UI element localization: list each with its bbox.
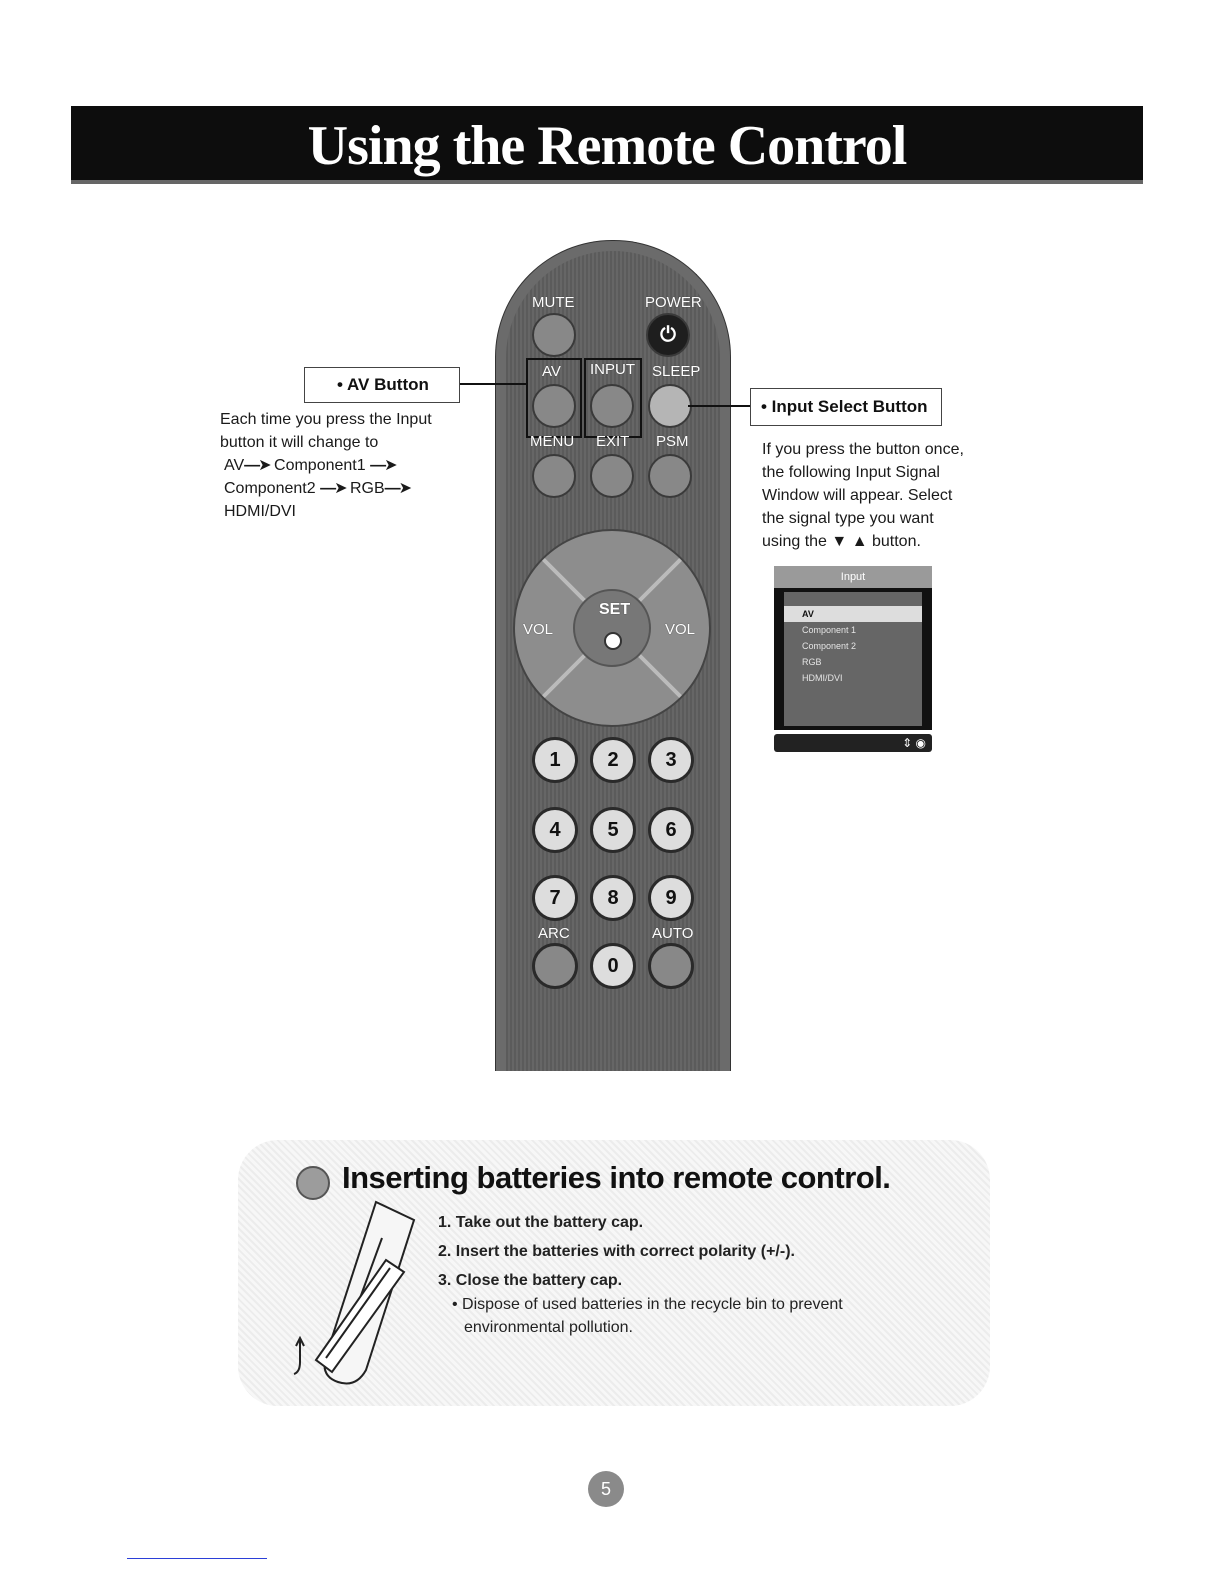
menu-button[interactable] <box>532 454 576 498</box>
set-dot-icon <box>604 632 622 650</box>
input-window-footer <box>774 734 932 752</box>
input-leader-line <box>688 405 750 407</box>
arc-button[interactable] <box>532 943 578 989</box>
mute-label: MUTE <box>532 294 575 311</box>
input-option-av[interactable]: AV <box>784 606 922 622</box>
av-label: AV <box>542 363 561 380</box>
battery-section <box>238 1140 990 1406</box>
up-down-icon: ⇕ <box>902 736 913 750</box>
input-select-callout-label: • Input Select Button <box>761 397 928 416</box>
menu-label: MENU <box>530 433 575 450</box>
number-button-4[interactable]: 4 <box>532 807 578 853</box>
number-button-0[interactable]: 0 <box>590 943 636 989</box>
number-button-7[interactable]: 7 <box>532 875 578 921</box>
number-button-2[interactable]: 2 <box>590 737 636 783</box>
down-arrow-icon: ▼ <box>831 533 848 550</box>
title-bar <box>71 106 1143 184</box>
psm-label: PSM <box>656 433 689 450</box>
av-button-callout-label: • AV Button <box>337 375 429 394</box>
input-highlight-box <box>584 358 642 438</box>
av-highlight-box <box>526 358 582 438</box>
battery-disposal-note: • Dispose of used batteries in the recycle bin to prevent environmental pollution. <box>452 1296 843 1336</box>
arrow-icon: —➤ <box>320 480 346 497</box>
exit-label: EXIT <box>596 433 630 450</box>
input-option-hdmi-dvi[interactable]: HDMI/DVI <box>802 673 843 683</box>
number-button-6[interactable]: 6 <box>648 807 694 853</box>
battery-insert-illustration-icon <box>286 1200 426 1390</box>
psm-button[interactable] <box>648 454 692 498</box>
set-label: SET <box>599 601 631 618</box>
arrow-icon: —➤ <box>244 457 270 474</box>
number-button-9[interactable]: 9 <box>648 875 694 921</box>
input-select-button-callout <box>750 388 942 426</box>
select-icon: ◉ <box>915 736 926 750</box>
number-button-3[interactable]: 3 <box>648 737 694 783</box>
av-button-callout <box>304 367 460 403</box>
input-option-component1[interactable]: Component 1 <box>802 625 857 635</box>
set-button[interactable] <box>573 589 651 667</box>
section-bullet-icon <box>296 1166 330 1200</box>
arc-label: ARC <box>538 925 570 942</box>
number-button-5[interactable]: 5 <box>590 807 636 853</box>
battery-step-3: 3. Close the battery cap. <box>438 1272 623 1289</box>
av-description: Each time you press the Input button it will change to AV—➤ Component1 —➤ Component2 —➤ RGB—➤ HDMI/DVI <box>220 411 432 520</box>
input-option-component2[interactable]: Component 2 <box>802 641 857 651</box>
auto-button[interactable] <box>648 943 694 989</box>
power-icon: ⏻ <box>660 324 676 346</box>
battery-step-1: 1. Take out the battery cap. <box>438 1214 644 1231</box>
page-title: Using the Remote Control <box>307 115 907 177</box>
number-button-8[interactable]: 8 <box>590 875 636 921</box>
auto-label: AUTO <box>652 925 694 942</box>
exit-button[interactable] <box>590 454 634 498</box>
vol-up-label: VOL <box>665 621 696 638</box>
power-button[interactable] <box>646 313 690 357</box>
sleep-label: SLEEP <box>652 363 701 380</box>
number-button-1[interactable]: 1 <box>532 737 578 783</box>
input-label: INPUT <box>590 361 635 378</box>
power-label: POWER <box>645 294 702 311</box>
battery-step-2: 2. Insert the batteries with correct polarity (+/-). <box>438 1243 795 1260</box>
arrow-icon: —➤ <box>384 480 411 497</box>
battery-heading: Inserting batteries into remote control. <box>342 1160 891 1195</box>
sleep-button[interactable] <box>648 384 692 428</box>
remote-control-illustration <box>495 240 731 1071</box>
input-option-rgb[interactable]: RGB <box>802 657 822 667</box>
arrow-icon: —➤ <box>370 457 396 474</box>
input-description: If you press the button once, the following Input Signal Window will appear. Select the signal type you want using the ▼ ▲ button. <box>762 441 964 550</box>
up-arrow-icon: ▲ <box>851 533 868 550</box>
av-leader-line <box>460 383 527 385</box>
input-window-header: Input <box>774 566 932 588</box>
vol-down-label: VOL <box>523 621 554 638</box>
input-signal-window <box>774 566 932 752</box>
navigation-pad[interactable] <box>513 529 711 727</box>
footer-link-line <box>127 1558 267 1559</box>
mute-button[interactable] <box>532 313 576 357</box>
page-number: 5 <box>588 1471 624 1507</box>
